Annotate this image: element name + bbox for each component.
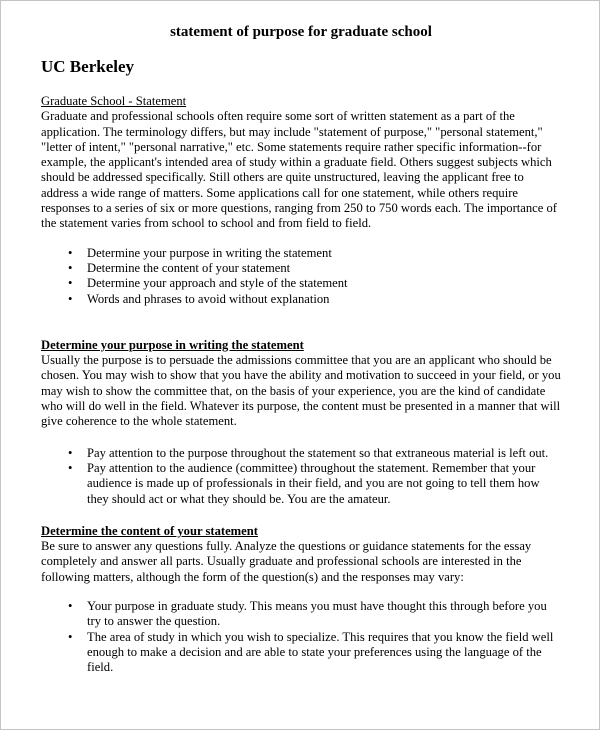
section-body: Graduate and professional schools often require some sort of written statement as a part of the application. The terminology differs, but may include "statement of purpose," "personal statement," "letter of intent," "personal narrative," etc. Some statements require rather specific information--for example, the applicant's intended area of study within a graduate field. Others suggest subjects which should be addressed specifically. Still others are quite unstructured, leaving the applicant free to address a wide range of matters. Some applications call for one statement, while others require responses to a series of six or more questions, ranging from 250 to 750 words each. The importance of the statement varies from school to school and from field to field. xyxy=(41,109,557,231)
list-item-text: The area of study in which you wish to specialize. This requires that you know the field well enough to make a decision and are able to state your preferences using the language of the field. xyxy=(87,629,554,675)
list-item-text: Determine your approach and style of the statement xyxy=(87,276,348,291)
list-item xyxy=(68,630,561,676)
bullet-icon: • xyxy=(68,629,73,644)
list-item-text: Pay attention to the purpose throughout the statement so that extraneous material is left out. xyxy=(87,445,549,460)
university-name: UC Berkeley xyxy=(41,57,135,76)
bullet-list xyxy=(41,599,561,675)
bullet-icon: • xyxy=(68,460,73,475)
document-title: statement of purpose for graduate school xyxy=(170,24,432,40)
bullet-list xyxy=(41,446,561,507)
list-item-text: Your purpose in graduate study. This means you must have thought this through before you try to answer the question. xyxy=(87,599,547,629)
section-body: Usually the purpose is to persuade the admissions committee that you are an applicant who should be chosen. You may wish to show that you have the ability and motivation to succeed in your field, or you may wish to show the committee that, on the basis of your experience, you are the kind of candidate who will do well in the field. Whatever its purpose, the content must be presented in a manner that will give coherence to the whole statement. xyxy=(41,353,561,429)
bullet-list xyxy=(41,246,561,307)
list-item-text: Words and phrases to avoid without explanation xyxy=(87,291,330,306)
section-determine-content xyxy=(41,524,561,676)
bullet-icon: • xyxy=(68,599,73,614)
section-determine-purpose xyxy=(41,338,561,507)
list-item xyxy=(68,599,561,630)
section-heading: Graduate School - Statement xyxy=(41,94,187,108)
bullet-icon: • xyxy=(68,276,73,291)
bullet-icon: • xyxy=(68,245,73,260)
list-item xyxy=(68,461,561,507)
bullet-icon: • xyxy=(68,445,73,460)
section-heading: Determine the content of your statement xyxy=(41,523,258,538)
list-item-text: Pay attention to the audience (committee) throughout the statement. Remember that your audience is made up of professionals in their field, and you are not going to tell them how they should act or what they should be. You are the amateur. xyxy=(87,460,540,506)
list-item xyxy=(68,261,561,276)
list-item xyxy=(68,446,561,461)
list-item-text: Determine your purpose in writing the statement xyxy=(87,245,332,260)
section-body: Be sure to answer any questions fully. Analyze the questions or guidance statements for the essay completely and answer all parts. Usually graduate and professional schools are interested in the following matters, although the form of the question(s) and the responses may vary: xyxy=(41,539,532,584)
bullet-icon: • xyxy=(68,260,73,275)
section-heading: Determine your purpose in writing the statement xyxy=(41,337,304,352)
section-graduate-school-statement xyxy=(41,94,561,307)
list-item xyxy=(68,246,561,261)
list-item xyxy=(68,292,561,307)
list-item xyxy=(68,276,561,291)
bullet-icon: • xyxy=(68,291,73,306)
list-item-text: Determine the content of your statement xyxy=(87,260,291,275)
